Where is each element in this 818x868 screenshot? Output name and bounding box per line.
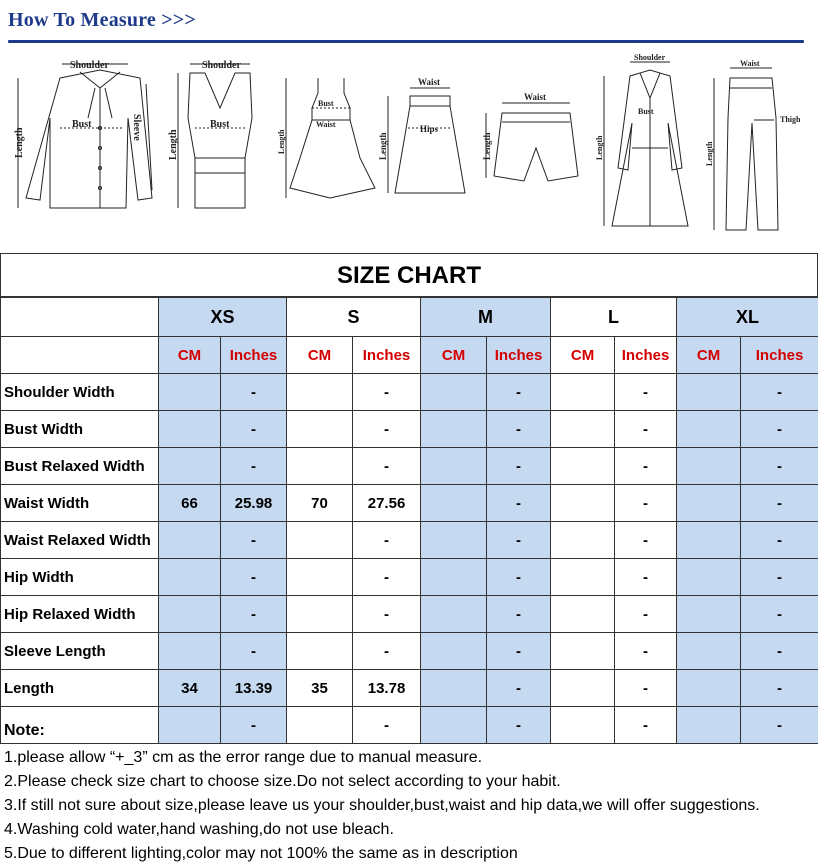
unit-header-row — [1, 337, 818, 374]
blouse-sleeve-label: Sleeve — [131, 114, 142, 141]
row-label: Waist Relaxed Width — [1, 522, 159, 559]
value-cell — [551, 411, 615, 448]
value-cell — [677, 633, 741, 670]
value-cell — [551, 485, 615, 522]
value-cell — [677, 670, 741, 707]
unit-header-cell: Inches — [353, 337, 421, 374]
value-cell: - — [487, 596, 551, 633]
value-cell: - — [487, 633, 551, 670]
value-cell: - — [487, 485, 551, 522]
corner-cell — [1, 298, 159, 337]
coat-length-label: Length — [595, 135, 604, 160]
value-cell: - — [741, 707, 818, 744]
value-cell — [287, 633, 353, 670]
unit-header-cell: CM — [677, 337, 741, 374]
row-label: Waist Width — [1, 485, 159, 522]
value-cell: - — [487, 707, 551, 744]
value-cell: - — [487, 522, 551, 559]
skirt-hips-label: Hips — [420, 124, 439, 134]
value-cell: - — [615, 448, 677, 485]
blouse-length-label: Length — [14, 127, 25, 158]
size-header-cell: S — [287, 298, 421, 337]
value-cell — [287, 559, 353, 596]
coat-shoulder-label: Shoulder — [634, 53, 666, 62]
notes-section — [4, 722, 816, 866]
how-to-measure-header — [0, 0, 818, 44]
value-cell — [159, 411, 221, 448]
blouse-shoulder-label: Shoulder — [70, 60, 109, 71]
value-cell — [677, 374, 741, 411]
value-cell: - — [487, 559, 551, 596]
table-row — [1, 411, 818, 448]
value-cell: - — [741, 448, 818, 485]
value-cell — [159, 559, 221, 596]
skirt-waist-label: Waist — [418, 77, 441, 87]
value-cell: 35 — [287, 670, 353, 707]
dress-bust-label: Bust — [318, 99, 334, 108]
value-cell: - — [221, 707, 287, 744]
row-label: Sleeve Length — [1, 633, 159, 670]
pants-length-label: Length — [705, 141, 714, 166]
size-chart-title: SIZE CHART — [0, 253, 818, 297]
value-cell: - — [615, 485, 677, 522]
value-cell: 13.78 — [353, 670, 421, 707]
size-header-cell: XL — [677, 298, 818, 337]
value-cell: - — [221, 448, 287, 485]
value-cell — [551, 374, 615, 411]
unit-header-cell: CM — [421, 337, 487, 374]
value-cell: 70 — [287, 485, 353, 522]
size-header-cell: L — [551, 298, 677, 337]
value-cell: - — [353, 633, 421, 670]
value-cell: - — [741, 670, 818, 707]
value-cell: 13.39 — [221, 670, 287, 707]
value-cell: - — [741, 522, 818, 559]
unit-header-cell: CM — [551, 337, 615, 374]
dress-length-label: Length — [277, 129, 286, 154]
value-cell: - — [741, 596, 818, 633]
value-cell — [677, 559, 741, 596]
corner-cell — [1, 337, 159, 374]
value-cell: - — [353, 374, 421, 411]
unit-header-cell: Inches — [615, 337, 677, 374]
blouse-bust-label: Bust — [72, 119, 92, 130]
row-label: Bust Width — [1, 411, 159, 448]
note-line: 4.Washing cold water,hand washing,do not use bleach. — [4, 821, 394, 838]
shorts-diagram — [486, 103, 578, 181]
table-row — [1, 485, 818, 522]
dress-diagram — [286, 78, 375, 198]
row-label: Bust Relaxed Width — [1, 448, 159, 485]
value-cell: 27.56 — [353, 485, 421, 522]
value-cell: - — [741, 633, 818, 670]
table-row — [1, 633, 818, 670]
value-cell — [421, 559, 487, 596]
value-cell: - — [221, 522, 287, 559]
dress-waist-label: Waist — [316, 120, 336, 129]
value-cell — [421, 596, 487, 633]
row-label: Hip Width — [1, 559, 159, 596]
value-cell — [287, 522, 353, 559]
pants-diagram — [714, 68, 778, 230]
unit-header-cell: Inches — [741, 337, 818, 374]
value-cell: - — [487, 670, 551, 707]
skirt-diagram — [388, 88, 465, 193]
value-cell — [677, 522, 741, 559]
value-cell — [287, 448, 353, 485]
table-row — [1, 559, 818, 596]
unit-header-cell: CM — [287, 337, 353, 374]
value-cell: 34 — [159, 670, 221, 707]
value-cell: - — [487, 374, 551, 411]
unit-header-cell: Inches — [487, 337, 551, 374]
value-cell — [421, 374, 487, 411]
value-cell: - — [221, 596, 287, 633]
value-cell — [159, 596, 221, 633]
value-cell — [551, 448, 615, 485]
top-length-label: Length — [168, 129, 179, 160]
size-header-cell: M — [421, 298, 551, 337]
value-cell: - — [615, 522, 677, 559]
unit-header-cell: Inches — [221, 337, 287, 374]
note-line: 3.If still not sure about size,please leave us your shoulder,bust,waist and hip data,we will offer suggestions. — [4, 797, 760, 814]
header-title: How To Measure >>> — [8, 9, 196, 31]
coat-bust-label: Bust — [638, 107, 654, 116]
table-row — [1, 670, 818, 707]
shorts-waist-label: Waist — [524, 92, 547, 102]
value-cell: - — [615, 411, 677, 448]
value-cell: 66 — [159, 485, 221, 522]
pants-waist-label: Waist — [740, 59, 760, 68]
value-cell: - — [615, 633, 677, 670]
value-cell: - — [741, 411, 818, 448]
value-cell — [421, 670, 487, 707]
value-cell — [159, 633, 221, 670]
value-cell: - — [615, 374, 677, 411]
row-label: Hip Relaxed Width — [1, 596, 159, 633]
value-cell: - — [353, 596, 421, 633]
value-cell: - — [741, 559, 818, 596]
value-cell: - — [741, 374, 818, 411]
size-chart-table — [0, 297, 818, 744]
value-cell — [677, 448, 741, 485]
header-divider — [8, 40, 804, 43]
table-row — [1, 596, 818, 633]
value-cell: - — [221, 633, 287, 670]
garment-diagrams-svg — [0, 48, 818, 248]
value-cell — [159, 374, 221, 411]
value-cell — [677, 596, 741, 633]
shorts-length-label: Length — [482, 132, 492, 160]
value-cell — [159, 448, 221, 485]
value-cell: - — [353, 448, 421, 485]
top-bust-label: Bust — [210, 119, 230, 130]
note-line: 2.Please check size chart to choose size.Do not select according to your habit. — [4, 773, 561, 790]
table-row — [1, 374, 818, 411]
value-cell — [551, 670, 615, 707]
value-cell — [287, 374, 353, 411]
value-cell: - — [487, 411, 551, 448]
size-header-cell: XS — [159, 298, 287, 337]
value-cell: - — [353, 411, 421, 448]
top-shoulder-label: Shoulder — [202, 60, 241, 71]
value-cell: - — [487, 448, 551, 485]
value-cell — [287, 411, 353, 448]
value-cell: - — [615, 559, 677, 596]
value-cell — [551, 559, 615, 596]
table-row — [1, 448, 818, 485]
value-cell: - — [353, 559, 421, 596]
value-cell: - — [615, 596, 677, 633]
value-cell — [421, 411, 487, 448]
value-cell: - — [615, 707, 677, 744]
size-header-row — [1, 298, 818, 337]
row-label: Length — [1, 670, 159, 707]
value-cell — [421, 485, 487, 522]
value-cell — [421, 448, 487, 485]
value-cell — [421, 633, 487, 670]
value-cell — [421, 522, 487, 559]
skirt-length-label: Length — [378, 132, 388, 160]
value-cell — [551, 522, 615, 559]
value-cell — [551, 633, 615, 670]
table-row — [1, 522, 818, 559]
value-cell — [677, 411, 741, 448]
row-label: Shoulder Width — [1, 374, 159, 411]
value-cell — [159, 522, 221, 559]
note-line: 1.please allow “+_3” cm as the error range due to manual measure. — [4, 749, 483, 766]
value-cell: - — [615, 670, 677, 707]
value-cell — [551, 596, 615, 633]
notes-title: Note: — [4, 722, 45, 739]
value-cell — [677, 485, 741, 522]
value-cell: - — [353, 522, 421, 559]
value-cell: - — [353, 707, 421, 744]
coat-diagram — [604, 62, 688, 226]
measurement-diagrams — [0, 48, 818, 248]
value-cell: - — [221, 411, 287, 448]
value-cell: - — [221, 374, 287, 411]
unit-header-cell: CM — [159, 337, 221, 374]
value-cell — [287, 596, 353, 633]
note-line: 5.Due to different lighting,color may not 100% the same as in description — [4, 845, 518, 862]
value-cell: - — [221, 559, 287, 596]
value-cell: 25.98 — [221, 485, 287, 522]
value-cell: - — [741, 485, 818, 522]
pants-thigh-label: Thigh — [780, 115, 801, 124]
top-diagram — [178, 64, 252, 208]
